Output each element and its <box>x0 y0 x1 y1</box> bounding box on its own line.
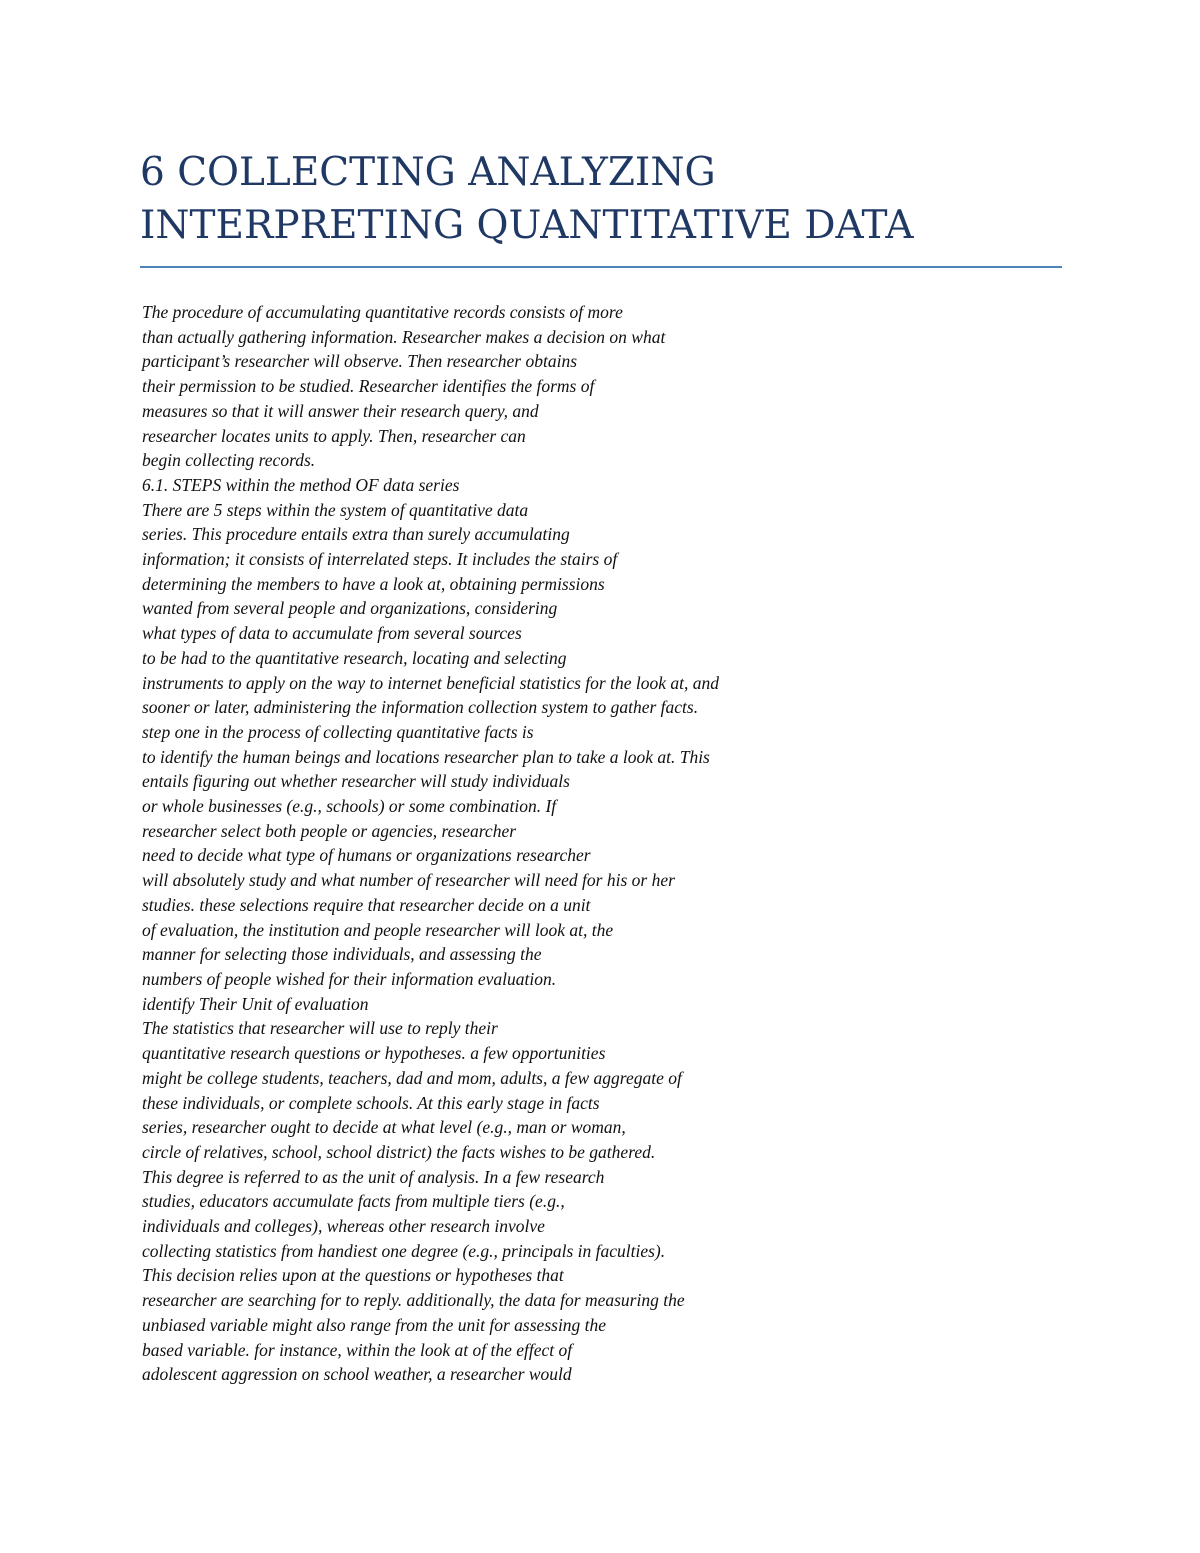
body-text-line: wanted from several people and organizations, considering <box>142 598 558 619</box>
body-text-line: instruments to apply on the way to internet beneficial statistics for the look at, and <box>142 672 719 693</box>
body-text-line: There are 5 steps within the system of quantitative data <box>142 499 529 520</box>
body-text-line: adolescent aggression on school weather, a researcher would <box>142 1364 572 1385</box>
body-text-line: series. This procedure entails extra than surely accumulating <box>142 524 570 545</box>
body-text-line: researcher are searching for to reply. additionally, the data for measuring the <box>142 1290 685 1311</box>
body-text-line: This decision relies upon at the questions or hypotheses that <box>142 1265 564 1286</box>
body-text-line: step one in the process of collecting quantitative facts is <box>142 721 534 742</box>
title-underline-divider <box>140 266 1062 268</box>
body-text-line: their permission to be studied. Researcher identifies the forms of <box>142 376 595 397</box>
body-text-line: than actually gathering information. Researcher makes a decision on what <box>142 326 666 347</box>
body-text-line: The statistics that researcher will use to reply their <box>142 1018 498 1039</box>
body-text-line: will absolutely study and what number of researcher will need for his or her <box>142 870 675 891</box>
body-text-line: what types of data to accumulate from several sources <box>142 623 522 644</box>
body-text-line: identify Their Unit of evaluation <box>142 993 369 1014</box>
body-text-line: of evaluation, the institution and people researcher will look at, the <box>142 919 614 940</box>
body-text-line: individuals and colleges), whereas other research involve <box>142 1216 545 1237</box>
body-text-line: studies. these selections require that researcher decide on a unit <box>142 894 591 915</box>
body-text-line: information; it consists of interrelated steps. It includes the stairs of <box>142 549 618 570</box>
body-text-line: sooner or later, administering the information collection system to gather facts. <box>142 697 699 718</box>
body-text-line: to be had to the quantitative research, locating and selecting <box>142 647 567 668</box>
body-text-line: to identify the human beings and locations researcher plan to take a look at. This <box>142 746 710 767</box>
body-text-line: begin collecting records. <box>142 450 316 471</box>
body-text-line: series, researcher ought to decide at what level (e.g., man or woman, <box>142 1117 626 1138</box>
page-title-line-2: INTERPRETING QUANTITATIVE DATA <box>140 203 914 248</box>
body-text-line: circle of relatives, school, school district) the facts wishes to be gathered. <box>142 1141 656 1162</box>
body-text-line: determining the members to have a look at, obtaining permissions <box>142 573 605 594</box>
body-text-line: measures so that it will answer their research query, and <box>142 400 539 421</box>
body-text-line: entails figuring out whether researcher will study individuals <box>142 771 570 792</box>
body-text-line: participant’s researcher will observe. Then researcher obtains <box>142 351 578 372</box>
body-text-line: these individuals, or complete schools. At this early stage in facts <box>142 1092 600 1113</box>
page-title-line-1: 6 COLLECTING ANALYZING <box>140 150 716 195</box>
body-text-line: This degree is referred to as the unit of analysis. In a few research <box>142 1166 605 1187</box>
page-title <box>140 146 1070 252</box>
body-text-line: might be college students, teachers, dad and mom, adults, a few aggregate of <box>142 1067 682 1088</box>
body-text-line: manner for selecting those individuals, and assessing the <box>142 944 542 965</box>
body-text-line: studies, educators accumulate facts from multiple tiers (e.g., <box>142 1191 565 1212</box>
body-text-line: researcher locates units to apply. Then, researcher can <box>142 425 526 446</box>
body-text-line: unbiased variable might also range from the unit for assessing the <box>142 1314 607 1335</box>
body-text-line: based variable. for instance, within the look at of the effect of <box>142 1339 573 1360</box>
body-text-line: quantitative research questions or hypotheses. a few opportunities <box>142 1043 606 1064</box>
body-text-line: The procedure of accumulating quantitative records consists of more <box>142 302 623 322</box>
body-text-line: need to decide what type of humans or organizations researcher <box>142 845 591 866</box>
body-text-line: or whole businesses (e.g., schools) or some combination. If <box>142 796 557 817</box>
body-text-line: 6.1. STEPS within the method OF data series <box>142 474 460 495</box>
body-text <box>142 300 1042 1387</box>
body-text-line: researcher select both people or agencies, researcher <box>142 820 517 841</box>
body-text-line: collecting statistics from handiest one degree (e.g., principals in faculties). <box>142 1240 666 1261</box>
body-text-line: numbers of people wished for their information evaluation. <box>142 968 557 989</box>
